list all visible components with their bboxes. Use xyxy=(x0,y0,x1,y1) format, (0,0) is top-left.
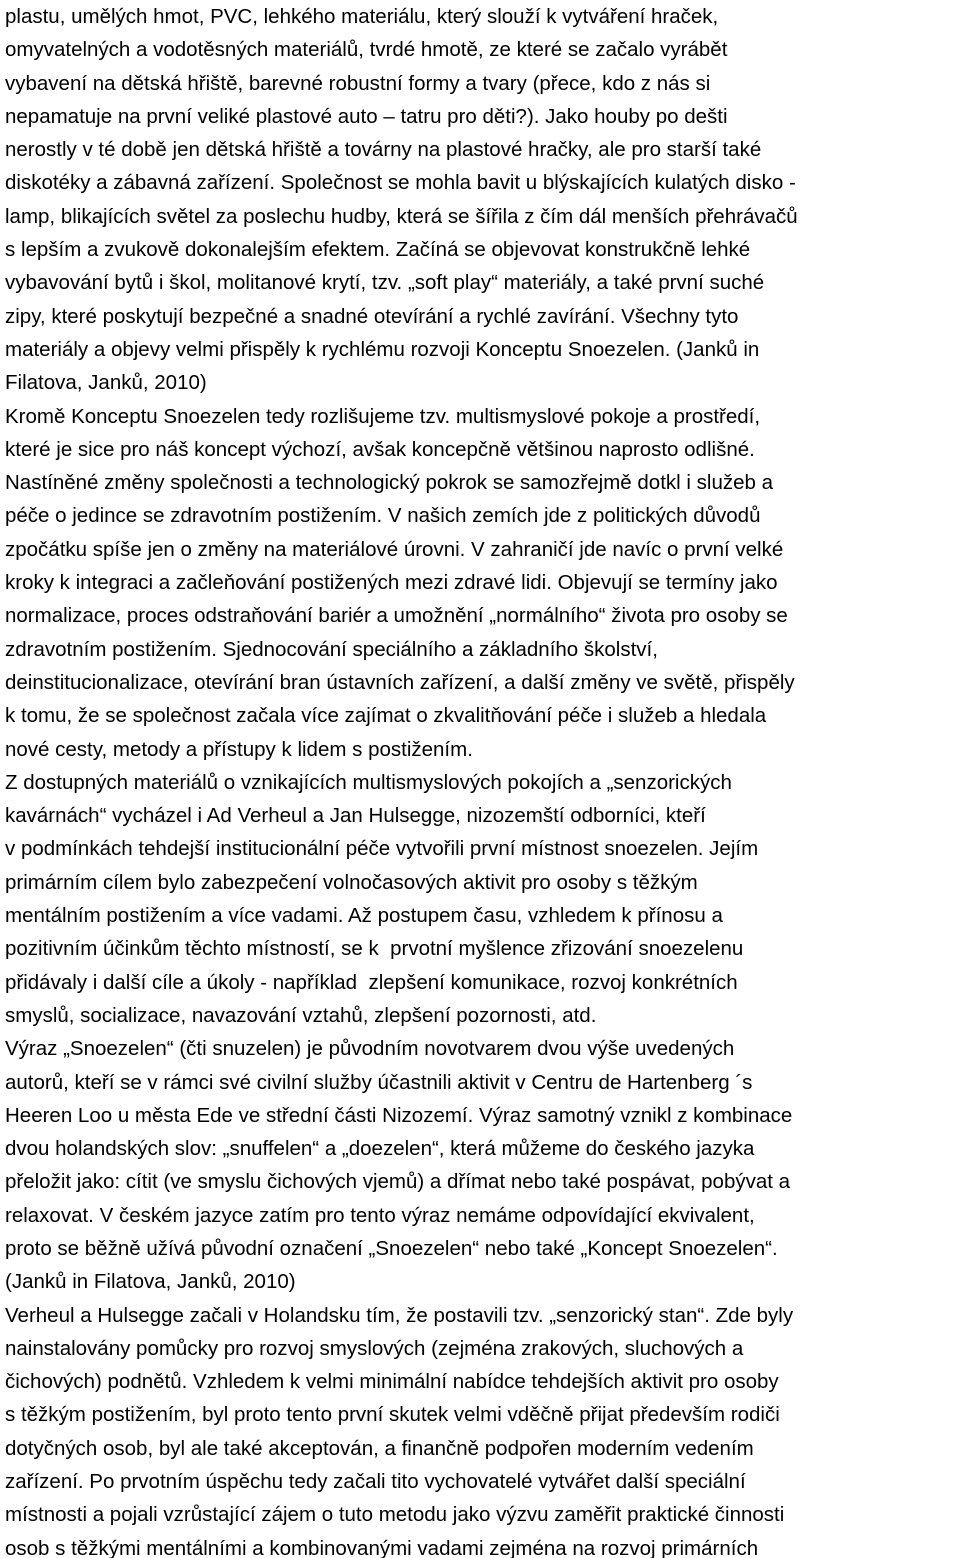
text-line: nerostly v té době jen dětská hřiště a továrny na plastové hračky, ale pro starší také xyxy=(5,138,762,162)
text-line: dotyčných osob, byl ale také akceptován, a finančně podpořen moderním vedením xyxy=(5,1436,754,1460)
text-line: mentálním postižením a více vadami. Až postupem času, vzhledem k přínosu a xyxy=(5,904,723,928)
text-line: autorů, kteří se v rámci své civilní služby účastnili aktivit v Centru de Hartenberg ´s xyxy=(5,1070,753,1094)
text-line: zpočátku spíše jen o změny na materiálové úrovni. V zahraničí jde navíc o první velké xyxy=(5,537,784,561)
text-line: kroky k integraci a začleňování postižených mezi zdravé lidi. Objevují se termíny jako xyxy=(5,571,778,595)
body-text xyxy=(5,0,960,1558)
text-line: Nastíněné změny společnosti a technologický pokrok se samozřejmě dotkl i služeb a xyxy=(5,471,773,495)
text-line: k tomu, že se společnost začala více zajímat o zkvalitňování péče i služeb a hledala xyxy=(5,704,767,728)
text-line: péče o jedince se zdravotním postižením. V našich zemích jde z politických důvodů xyxy=(5,504,761,528)
text-line: zařízení. Po prvotním úspěchu tedy začali tito vychovatelé vytvářet další speciální xyxy=(5,1470,746,1494)
text-line: v podmínkách tehdejší institucionální péče vytvořili první místnost snoezelen. Jejím xyxy=(5,837,759,861)
text-line: Heeren Loo u města Ede ve střední části Nizozemí. Výraz samotný vznikl z kombinace xyxy=(5,1103,793,1127)
text-line: kavárnách“ vycházel i Ad Verheul a Jan Hulsegge, nizozemští odborníci, kteří xyxy=(5,804,706,828)
text-line: diskotéky a zábavná zařízení. Společnost se mohla bavit u blýskajících kulatých disko - xyxy=(5,171,796,195)
text-line: (Janků in Filatova, Janků, 2010) xyxy=(5,1270,296,1294)
text-line: proto se běžně užívá původní označení „Snoezelen“ nebo také „Koncept Snoezelen“. xyxy=(5,1236,778,1260)
text-line: přeložit jako: cítit (ve smyslu čichových vjemů) a dřímat nebo také pospávat, pobývat a xyxy=(5,1170,791,1194)
text-line: vybavení na dětská hřiště, barevné robustní formy a tvary (přece, kdo z nás si xyxy=(5,71,711,95)
text-line: nepamatuje na první veliké plastové auto – tatru pro děti?). Jako houby po dešti xyxy=(5,104,728,128)
text-line: Z dostupných materiálů o vznikajících multismyslových pokojích a „senzorických xyxy=(5,770,732,794)
text-line: deinstitucionalizace, otevírání bran ústavních zařízení, a další změny ve světě, přispěly xyxy=(5,670,795,694)
text-line: Verheul a Hulsegge začali v Holandsku tím, že postavili tzv. „senzorický stan“. Zde byly xyxy=(5,1303,794,1327)
text-line: Výraz „Snoezelen“ (čti snuzelen) je původním novotvarem dvou výše uvedených xyxy=(5,1037,735,1061)
text-line: Kromě Konceptu Snoezelen tedy rozlišujeme tzv. multismyslové pokoje a prostředí, xyxy=(5,404,761,428)
text-line: nainstalovány pomůcky pro rozvoj smyslových (zejména zrakových, sluchových a xyxy=(5,1336,744,1360)
text-line: s těžkým postižením, byl proto tento první skutek velmi vděčně přijat především rodiči xyxy=(5,1403,780,1427)
text-line: s lepším a zvukově dokonalejším efektem. Začíná se objevovat konstrukčně lehké xyxy=(5,238,751,262)
text-line: primárním cílem bylo zabezpečení volnočasových aktivit pro osoby s těžkým xyxy=(5,870,698,894)
text-line: smyslů, socializace, navazování vztahů, zlepšení pozornosti, atd. xyxy=(5,1003,597,1027)
text-line: pozitivním účinkům těchto místností, se k prvotní myšlence zřizování snoezelenu xyxy=(5,937,744,961)
text-line: normalizace, proces odstraňování bariér a umožnění „normálního“ života pro osoby se xyxy=(5,604,788,628)
text-line: čichových) podnětů. Vzhledem k velmi minimální nabídce tehdejších aktivit pro osoby xyxy=(5,1370,779,1394)
text-line: zdravotním postižením. Sjednocování speciálního a základního školství, xyxy=(5,637,658,661)
text-line: zipy, které poskytují bezpečné a snadné otevírání a rychlé zavírání. Všechny tyto xyxy=(5,304,739,328)
text-line: vybavování bytů i škol, molitanové krytí, tzv. „soft play“ materiály, a také první suché xyxy=(5,271,765,295)
text-line: omyvatelných a vodotěsných materiálů, tvrdé hmotě, ze které se začalo vyrábět xyxy=(5,38,728,62)
text-line: osob s těžkými mentálními a kombinovanými vadami zejména na rozvoj primárních xyxy=(5,1536,759,1558)
text-line: přidávaly i další cíle a úkoly - například zlepšení komunikace, rozvoj konkrétních xyxy=(5,970,738,994)
text-line: materiály a objevy velmi přispěly k rychlému rozvoji Konceptu Snoezelen. (Janků in xyxy=(5,337,760,361)
text-line: relaxovat. V českém jazyce zatím pro tento výraz nemáme odpovídající ekvivalent, xyxy=(5,1203,755,1227)
text-line: které je sice pro náš koncept výchozí, avšak koncepčně většinou naprosto odlišné. xyxy=(5,437,755,461)
text-line: lamp, blikajících světel za poslechu hudby, která se šířila z čím dál menších přehrávačů xyxy=(5,204,798,228)
text-line: plastu, umělých hmot, PVC, lehkého materiálu, který slouží k vytváření hraček, xyxy=(5,5,719,28)
text-line: dvou holandských slov: „snuffelen“ a „doezelen“, která můžeme do českého jazyka xyxy=(5,1137,755,1161)
text-line: Filatova, Janků, 2010) xyxy=(5,371,207,395)
text-line: nové cesty, metody a přístupy k lidem s postižením. xyxy=(5,737,473,761)
text-line: místnosti a pojali vzrůstající zájem o tuto metodu jako výzvu zaměřit praktické činnosti xyxy=(5,1503,785,1527)
